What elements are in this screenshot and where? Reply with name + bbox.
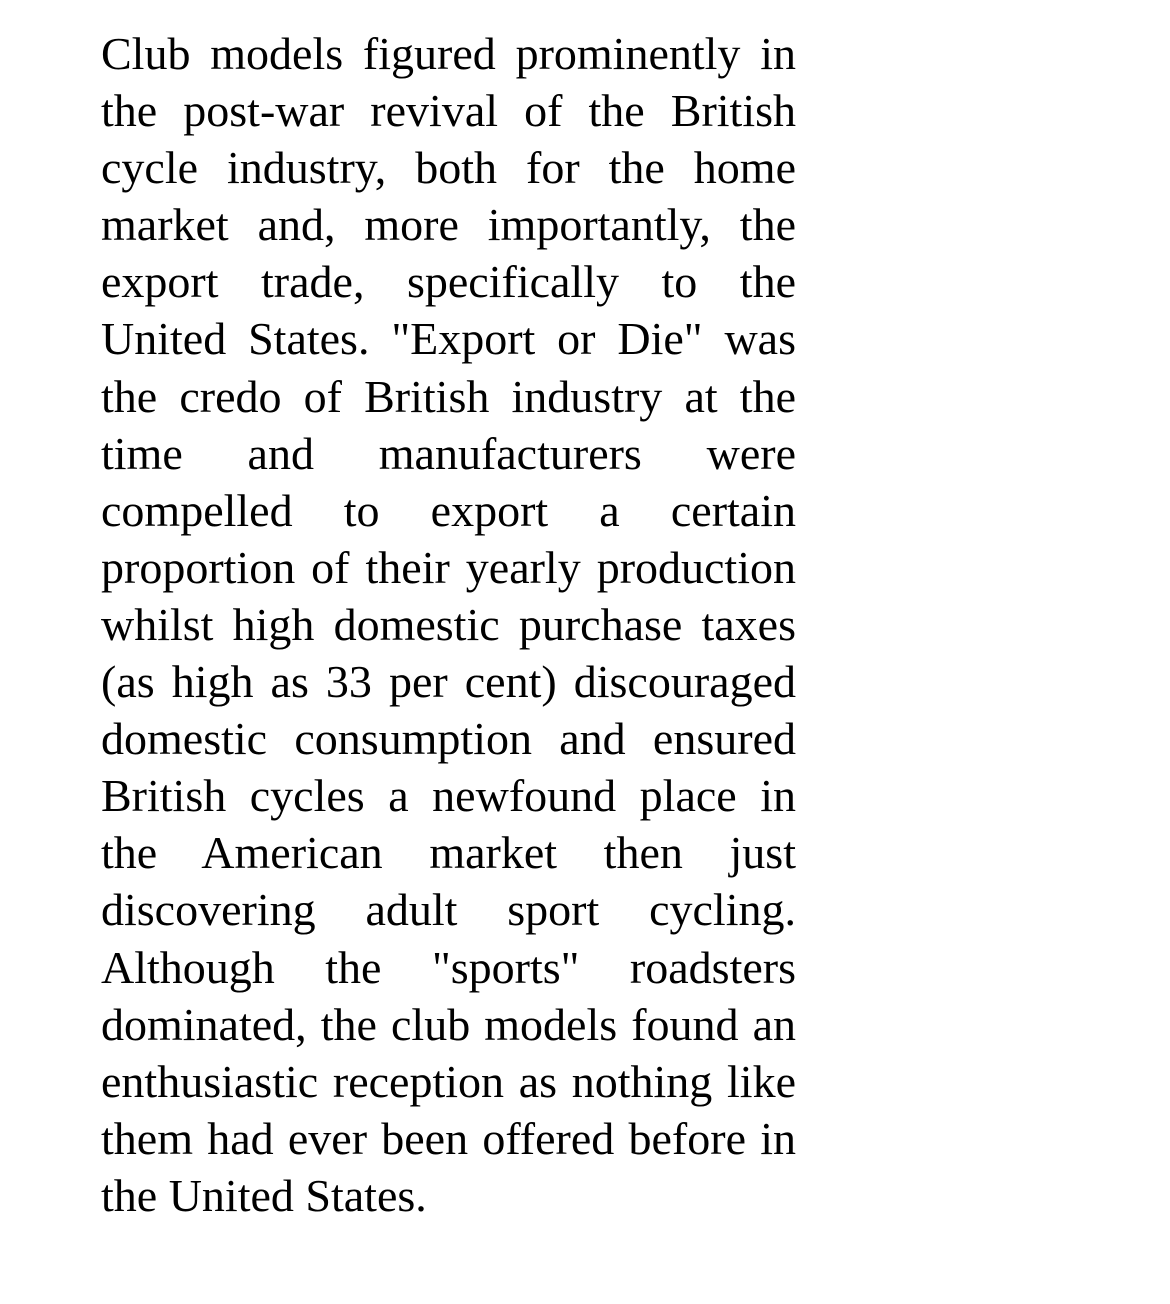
- body-paragraph: Club models figured prominently in the post-war revival of the British cycle industry, both for the home market and, more importantly, the export trade, specifically to the United States. "Export or Die" was the credo of British industry at the time and manufacturers were compelled to export a certain proportion of their yearly production whilst high domestic purchase taxes (as high as 33 per cent) discouraged domestic consumption and ensured British cycles a newfound place in the American market then just discovering adult sport cycling. Although the "sports" roadsters dominated, the club models found an enthusiastic reception as nothing like them had ever been offered before in the United States.: [101, 28, 796, 1221]
